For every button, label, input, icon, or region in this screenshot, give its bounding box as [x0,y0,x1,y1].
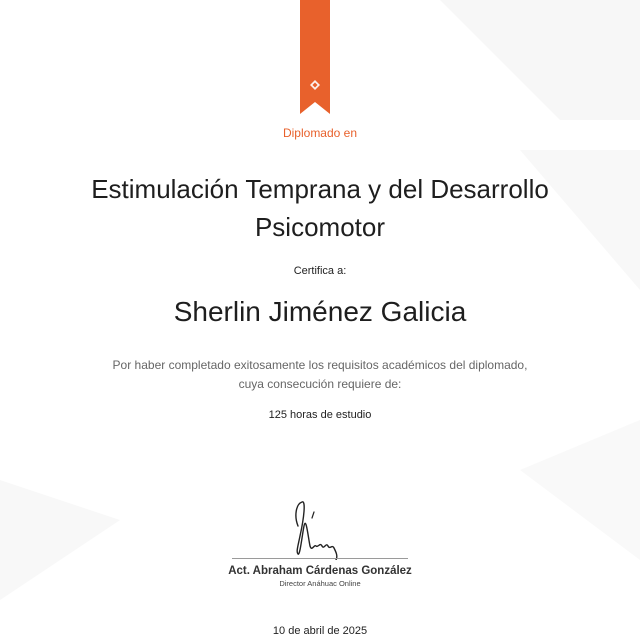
certificate-title: Estimulación Temprana y del Desarrollo Psicomotor [91,174,549,242]
certificate-subtitle: Diplomado en [282,126,358,140]
signer-name: Act. Abraham Cárdenas González [228,565,412,577]
study-hours: 125 horas de estudio [268,409,372,421]
recipient-name: Sherlin Jiménez Galicia [173,296,467,327]
certifies-label: Certifica a: [293,265,347,277]
certificate-description: Por haber completado exitosamente los requisitos académicos del diplomado, cuya consecución requiere de: [112,358,528,391]
signer-role: Director Anáhuac Online [279,579,361,588]
handwritten-signature [286,496,346,560]
diamond-logo-icon [310,80,320,90]
ribbon-bookmark-icon [300,0,330,114]
certificate-date: 10 de abril de 2025 [272,625,368,637]
signature-line [232,558,408,559]
